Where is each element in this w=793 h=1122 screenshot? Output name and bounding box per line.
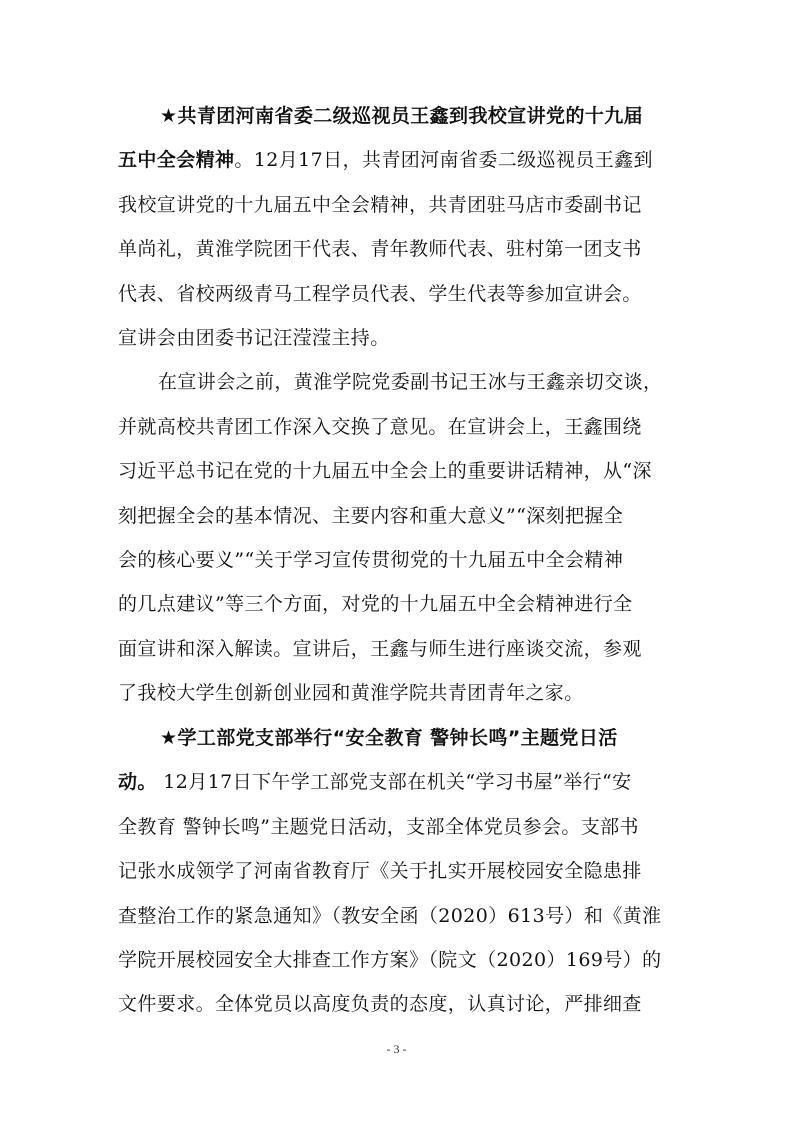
star-icon: ★ [160,727,178,749]
paragraph-line: 文件要求。全体党员以高度负责的态度，认真讨论，严排细查 [118,993,642,1015]
paragraph-line: 我校宣讲党的十九届五中全会精神，共青团驻马店市委副书记 [118,194,642,216]
section-3-heading-end: 动。 [118,771,157,793]
paragraph-line: 会的核心要义”“关于学习宣传贯彻党的十九届五中全会精神 [118,549,624,571]
paragraph-line: 学院开展校园安全大排查工作方案》（院文（2020）169号）的 [118,949,662,971]
section-1-line-1 [118,148,653,172]
section-3-heading [160,726,618,750]
paragraph-line: 单尚礼，黄淮学院团干代表、青年教师代表、驻村第一团支书 [118,238,642,260]
section-1-heading [160,104,643,128]
paragraph-line: 代表、省校两级青马工程学员代表、学生代表等参加宣讲会。 [118,283,642,305]
paragraph-line: 在宣讲会之前，黄淮学院党委副书记王冰与王鑫亲切交谈， [158,371,663,393]
paragraph-line: 刻把握全会的基本情况、主要内容和重大意义”“深刻把握全 [118,505,624,527]
section-3-text: 12月17日下午学工部党支部在机关“学习书屋”举行“安 [156,771,632,793]
paragraph-line: 了我校大学生创新创业园和黄淮学院共青团青年之家。 [118,682,584,704]
paragraph-line: 记张水成领学了河南省教育厅《关于扎实开展校园安全隐患排 [118,860,642,882]
section-3-line-1 [118,770,632,794]
star-icon: ★ [160,105,178,127]
section-1-heading-text: 共青团河南省委二级巡视员王鑫到我校宣讲党的十九届 [177,105,644,127]
paragraph-line: 宣讲会由团委书记汪滢滢主持。 [118,327,390,349]
section-1-heading-end: 五中全会精神 [118,149,235,171]
section-3-heading-text: 学工部党支部举行“安全教育 警钟长鸣”主题党日活 [177,727,618,749]
paragraph-line: 的几点建议”等三个方面，对党的十九届五中全会精神进行全 [118,593,633,615]
paragraph-line: 习近平总书记在党的十九届五中全会上的重要讲话精神，从“深 [118,460,652,482]
paragraph-line: 全教育 警钟长鸣”主题党日活动，支部全体党员参会。支部书 [118,816,639,838]
page-number: - 3 - [386,1042,407,1056]
paragraph-line: 查整治工作的紧急通知》（教安全函（2020）613号）和《黄淮 [118,905,662,927]
section-1-text: 。12月17日，共青团河南省委二级巡视员王鑫到 [234,149,653,171]
paragraph-line: 面宣讲和深入解读。宣讲后，王鑫与师生进行座谈交流，参观 [118,638,642,660]
paragraph-line: 并就高校共青团工作深入交换了意见。在宣讲会上，王鑫围绕 [118,416,642,438]
